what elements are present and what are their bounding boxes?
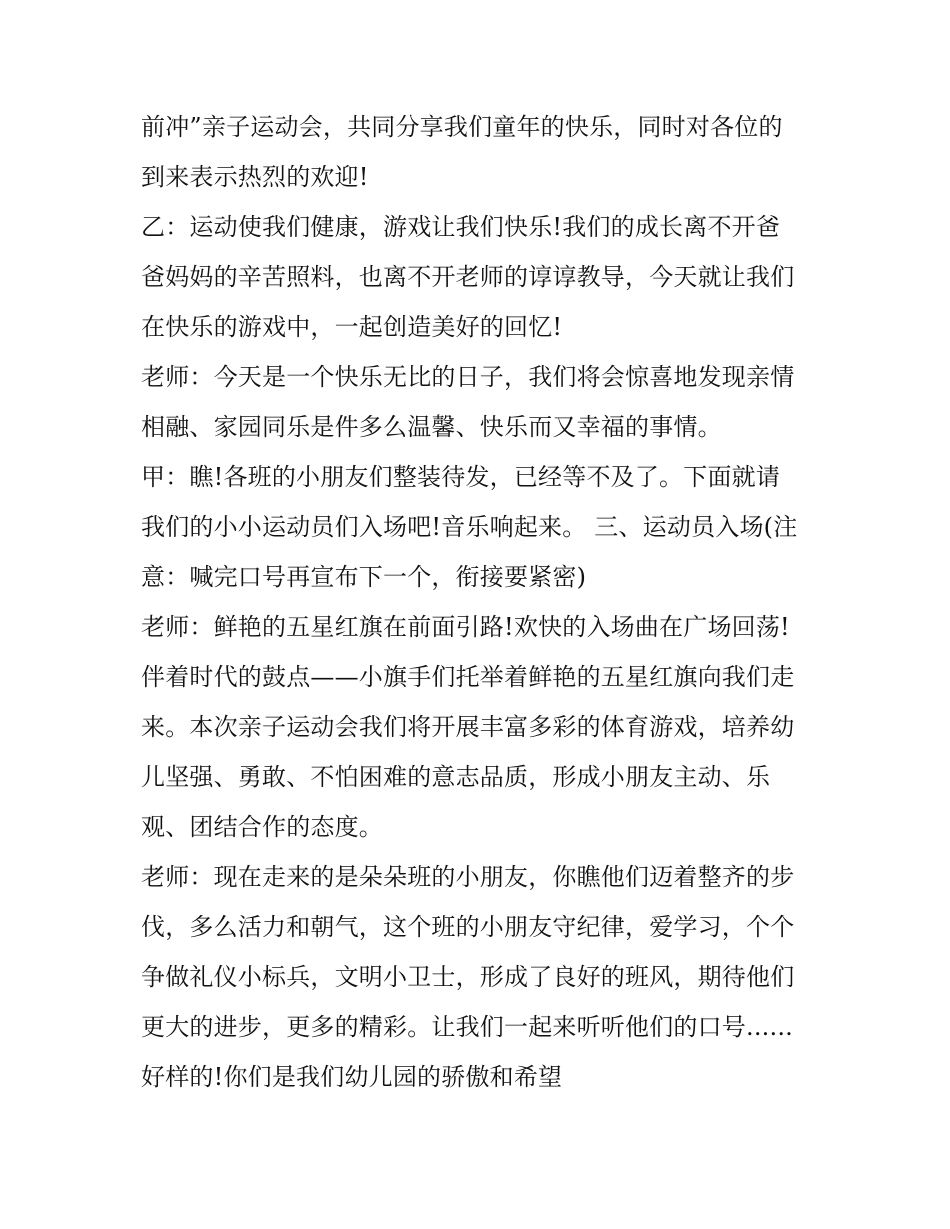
text-line: 老师：现在走来的是朵朵班的小朋友，你瞧他们迈着整齐的步 — [141, 863, 795, 891]
text-line: 相融、家园同乐是件多么温馨、快乐而又幸福的事情。 — [141, 413, 722, 441]
text-line: 伴着时代的鼓点——小旗手们托举着鲜艳的五星红旗向我们走 — [141, 663, 795, 691]
text-line: 来。本次亲子运动会我们将开展丰富多彩的体育游戏，培养幼 — [141, 713, 795, 741]
text-line: 意：喊完口号再宣布下一个，衔接要紧密) — [141, 563, 587, 591]
text-line: 争做礼仪小标兵，文明小卫士，形成了良好的班风，期待他们 — [141, 963, 795, 991]
text-line: 前冲”亲子运动会，共同分享我们童年的快乐，同时对各位的 — [141, 113, 783, 141]
text-line: 儿坚强、勇敢、不怕困难的意志品质，形成小朋友主动、乐 — [141, 763, 771, 791]
text-line: 我们的小小运动员们入场吧!音乐响起来。 三、运动员入场(注 — [141, 513, 798, 541]
text-line: 伐，多么活力和朝气，这个班的小朋友守纪律，爱学习，个个 — [141, 913, 795, 941]
text-line: 乙：运动使我们健康，游戏让我们快乐!我们的成长离不开爸 — [141, 213, 781, 241]
text-line: 好样的!你们是我们幼儿园的骄傲和希望 — [141, 1063, 563, 1091]
document-body — [141, 102, 831, 1102]
text-line: 到来表示热烈的欢迎! — [141, 163, 369, 191]
text-line: 老师：鲜艳的五星红旗在前面引路!欢快的入场曲在广场回荡! — [141, 613, 790, 641]
text-line: 甲：瞧!各班的小朋友们整装待发，已经等不及了。下面就请 — [141, 463, 781, 491]
text-line: 老师：今天是一个快乐无比的日子，我们将会惊喜地发现亲情 — [141, 363, 795, 391]
text-line: 观、团结合作的态度。 — [141, 813, 383, 841]
text-line: 在快乐的游戏中，一起创造美好的回忆! — [141, 313, 563, 341]
text-line: 爸妈妈的辛苦照料，也离不开老师的谆谆教导，今天就让我们 — [141, 263, 795, 291]
text-line: 更大的进步，更多的精彩。让我们一起来听听他们的口号...... — [141, 1013, 793, 1041]
